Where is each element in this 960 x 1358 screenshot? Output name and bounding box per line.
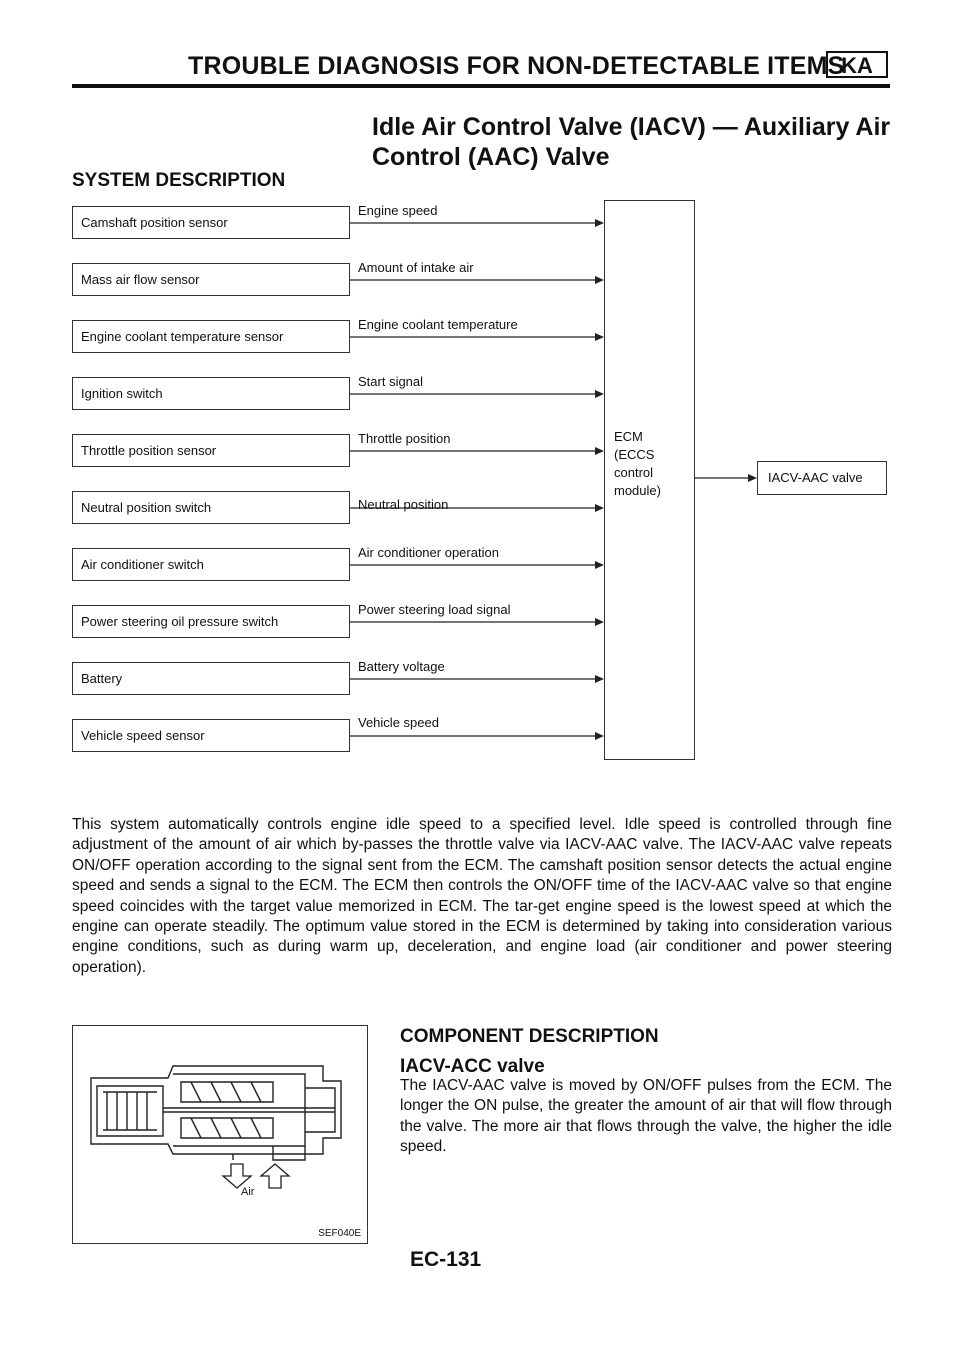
arrowhead-icon xyxy=(595,219,604,227)
figure-code: SEF040E xyxy=(318,1228,361,1239)
arrowhead-icon xyxy=(748,474,757,482)
arrowhead-icon xyxy=(595,675,604,683)
signal-label-neutral-position: Neutral position xyxy=(358,497,449,512)
arrowhead-icon xyxy=(595,390,604,398)
sensor-box-camshaft: Camshaft position sensor xyxy=(72,206,350,239)
iacv-aac-valve-box: IACV-AAC valve xyxy=(757,461,887,495)
signal-label-power-steering: Power steering load signal xyxy=(358,602,511,617)
sensor-box-vehicle-speed: Vehicle speed sensor xyxy=(72,719,350,752)
air-label: Air xyxy=(241,1186,255,1198)
arrowhead-icon xyxy=(595,333,604,341)
signal-label-start: Start signal xyxy=(358,374,424,389)
sensor-box-neutral-switch: Neutral position switch xyxy=(72,491,350,524)
arrowhead-icon xyxy=(595,561,604,569)
signal-label-intake-air: Amount of intake air xyxy=(358,260,474,275)
sensor-box-coolant-temp: Engine coolant temperature sensor xyxy=(72,320,350,353)
component-subheading: IACV-ACC valve xyxy=(400,1056,545,1077)
arrowhead-icon xyxy=(595,276,604,284)
arrowhead-icon xyxy=(595,618,604,626)
sensor-box-battery: Battery xyxy=(72,662,350,695)
arrowhead-icon xyxy=(595,732,604,740)
signal-label-battery-voltage: Battery voltage xyxy=(358,659,445,674)
signal-label-throttle-position: Throttle position xyxy=(358,431,451,446)
signal-label-air-conditioner: Air conditioner operation xyxy=(358,545,499,560)
section-title-line1: Idle Air Control Valve (IACV) — Auxiliary Air xyxy=(372,113,891,141)
arrowhead-icon xyxy=(595,447,604,455)
component-description-paragraph: The IACV-AAC valve is moved by ON/OFF pulses from the ECM. The longer the ON pulse, the greater the amount of air that will flow through the valve. The more air that flows through the valve, the higher the idle speed. xyxy=(400,1077,892,1156)
air-out-arrow-icon xyxy=(261,1164,289,1188)
ecm-label-line: module) xyxy=(614,483,661,498)
ecm-label-line: ECM xyxy=(614,429,643,444)
sensor-box-ignition-switch: Ignition switch xyxy=(72,377,350,410)
page-header-title: TROUBLE DIAGNOSIS FOR NON-DETECTABLE ITEMS xyxy=(188,52,845,80)
section-title-line2: Control (AAC) Valve xyxy=(372,143,610,171)
page-number: EC-131 xyxy=(410,1248,482,1271)
valve-cross-section-illustration xyxy=(73,1026,367,1243)
sensor-box-air-conditioner-switch: Air conditioner switch xyxy=(72,548,350,581)
sensor-box-throttle-position: Throttle position sensor xyxy=(72,434,350,467)
ecm-label-line: (ECCS xyxy=(614,447,655,462)
iacv-aac-valve-figure xyxy=(72,1025,368,1244)
ecm-label xyxy=(614,428,661,500)
signal-label-engine-speed: Engine speed xyxy=(358,203,438,218)
model-badge: KA xyxy=(826,51,888,78)
system-description-paragraph: This system automatically controls engine idle speed to a specified level. Idle speed is controlled through fine adjustment of the amount of air which by-passes the throttle valve via IACV-AAC valve. The IACV-AAC valve repeats ON/OFF operation according to the signal sent from the ECM. The camshaft position sensor detects the actual engine speed and sends a signal to the ECM. The ECM then controls the ON/OFF time of the IACV-AAC valve so that engine speed coincides with the target value memorized in ECM. The tar-get engine speed is the lowest speed at which the engine can operate steadily. The optimum value stored in the ECM is determined by taking into consideration various engine conditions, such as during warm up, deceleration, and engine load (air conditioner and power steering operation). xyxy=(72,816,892,976)
ecm-label-line: control xyxy=(614,465,654,480)
arrowhead-icon xyxy=(595,504,604,512)
signal-label-coolant-temp: Engine coolant temperature xyxy=(358,317,518,332)
component-description-heading: COMPONENT DESCRIPTION xyxy=(400,1026,659,1047)
sensor-box-power-steering-switch: Power steering oil pressure switch xyxy=(72,605,350,638)
signal-label-vehicle-speed: Vehicle speed xyxy=(358,715,439,730)
system-description-heading: SYSTEM DESCRIPTION xyxy=(72,170,286,191)
air-in-arrow-icon xyxy=(223,1164,251,1188)
air-flow-arrows xyxy=(223,1164,289,1188)
sensor-box-mass-air-flow: Mass air flow sensor xyxy=(72,263,350,296)
